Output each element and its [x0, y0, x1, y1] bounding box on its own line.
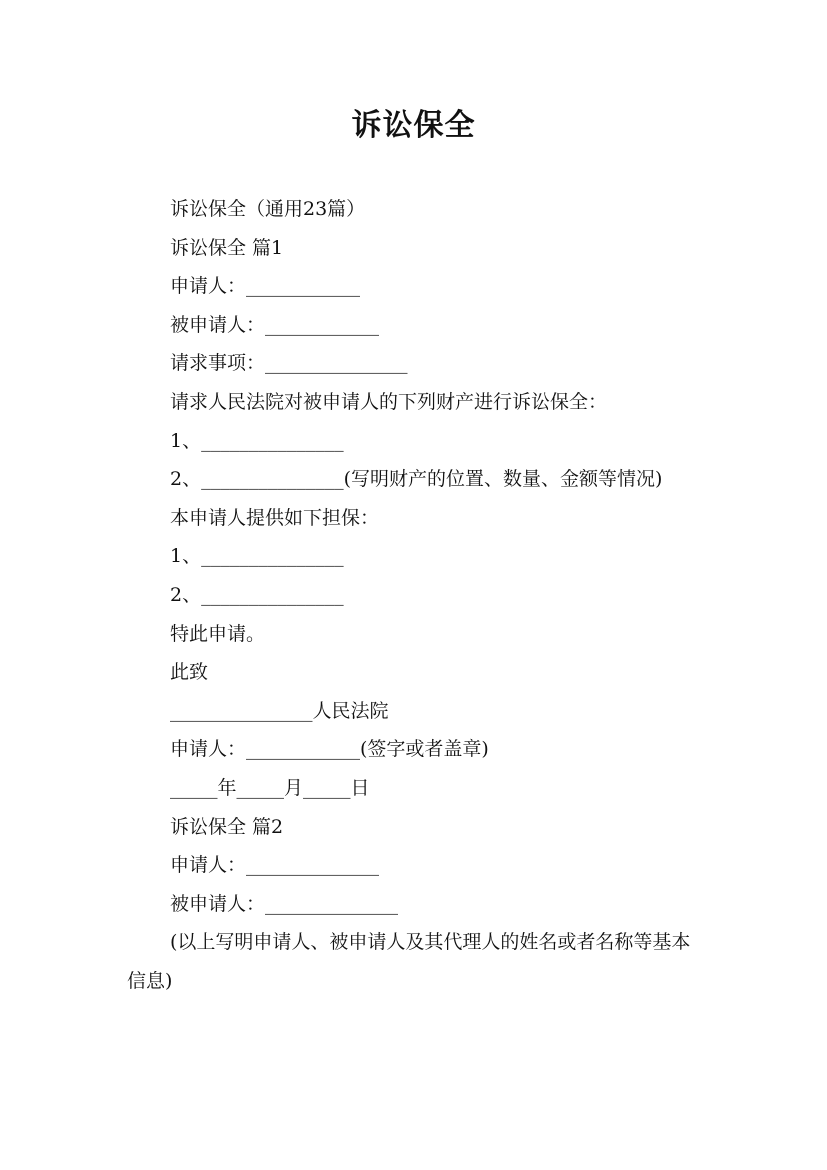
section-heading-2: 诉讼保全 篇2: [170, 815, 284, 838]
section-heading-1: 诉讼保全 篇1: [170, 236, 284, 259]
guarantee-item-1: 1、_______________: [170, 545, 344, 568]
signature-line: 申请人：____________(签字或者盖章): [170, 738, 489, 761]
date-line: _____年_____月_____日: [170, 776, 370, 799]
property-item-1: 1、_______________: [170, 429, 344, 452]
document-body: [127, 190, 702, 1000]
document-title: 诉讼保全: [351, 108, 476, 143]
guarantee-heading: 本申请人提供如下担保：: [170, 506, 380, 529]
salutation: 此致: [170, 661, 209, 684]
applicant-line: 申请人：____________: [170, 275, 361, 298]
info-note: (以上写明申请人、被申请人及其代理人的姓名或者名称等基本信息): [127, 931, 691, 992]
applicant-line-2: 申请人：______________: [170, 854, 380, 877]
request-paragraph: 请求人民法院对被申请人的下列财产进行诉讼保全：: [170, 390, 608, 413]
collection-heading: 诉讼保全（通用23篇）: [170, 198, 366, 220]
guarantee-item-2: 2、_______________: [170, 583, 344, 606]
property-item-2: 2、_______________(写明财产的位置、数量、金额等情况): [170, 468, 663, 491]
closing-statement: 特此申请。: [170, 622, 266, 645]
court-line: _______________人民法院: [170, 699, 389, 722]
respondent-line: 被申请人：____________: [170, 313, 380, 336]
respondent-line-2: 被申请人：______________: [170, 892, 399, 915]
claims-line: 请求事项：_______________: [170, 352, 408, 375]
